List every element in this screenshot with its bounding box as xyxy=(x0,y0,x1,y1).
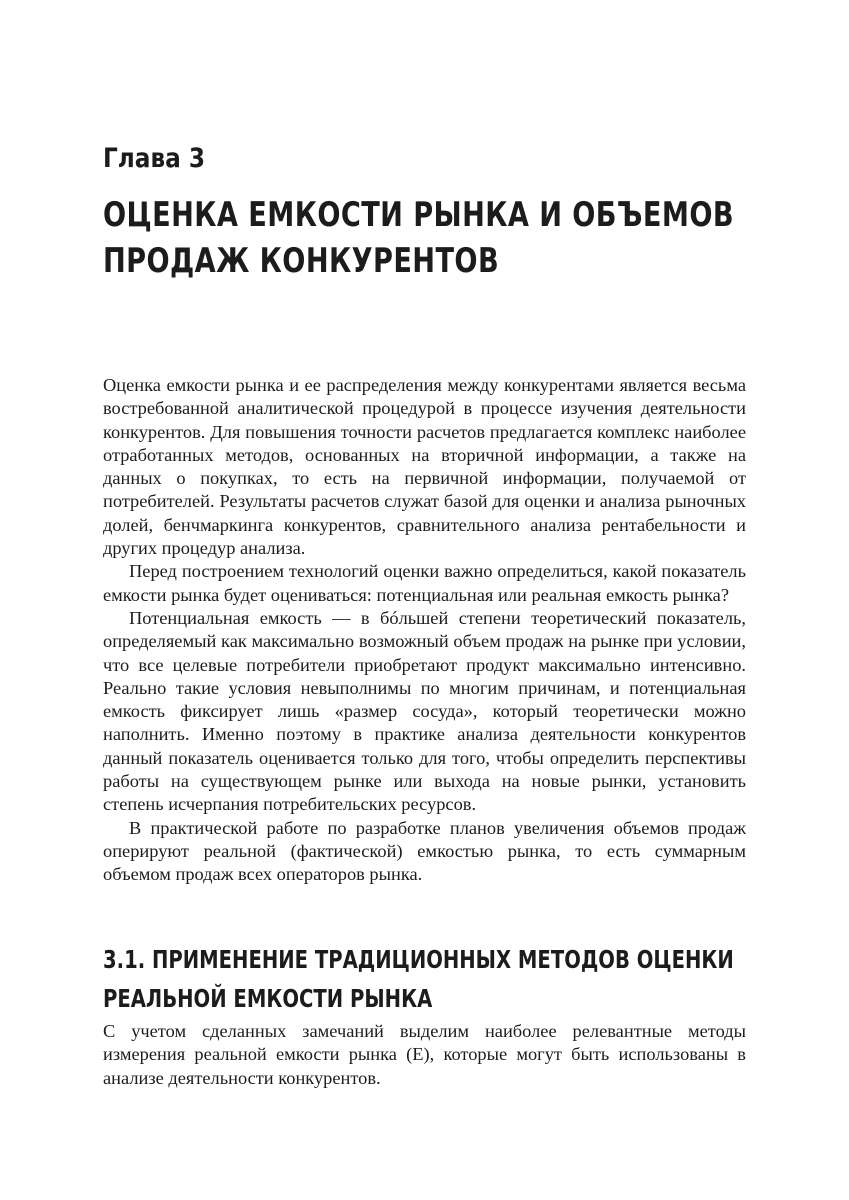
section-heading xyxy=(103,940,734,1018)
paragraph-4: В практической работе по разработке планов увеличения объемов продаж оперируют реальной (фактической) емкостью рынка, то есть суммарным объемом продаж всех операторов рынка. xyxy=(103,817,746,885)
section-heading-line-1: 3.1. ПРИМЕНЕНИЕ ТРАДИЦИОННЫХ МЕТОДОВ ОЦЕНКИ xyxy=(103,945,734,974)
paragraph-2: Перед построением технологий оценки важно определиться, какой показатель емкости рынка будет оцениваться: потенциальная или реальная емкость рынка? xyxy=(103,561,746,605)
paragraph-1: Оценка емкости рынка и ее распределения между конкурентами является весьма востребованной аналитической процедурой в процессе изучения деятельности конкурентов. Для повышения точности расчетов предлагается комплекс наиболее отработанных методов, основанных на вторичной информации, а также на данных о покупках, то есть на первичной информации, получаемой от потребителей. Результаты расчетов служат базой для оценки и анализа рыночных долей, бенчмаркинга конкурентов, сравнительного анализа рентабельности и других процедур анализа. xyxy=(103,375,746,559)
chapter-title-line-2: ПРОДАЖ КОНКУРЕНТОВ xyxy=(103,241,500,281)
chapter-label: Глава 3 xyxy=(103,143,206,174)
intro-text xyxy=(103,374,746,887)
section-heading-line-2: РЕАЛЬНОЙ ЕМКОСТИ РЫНКА xyxy=(103,984,433,1013)
chapter-title-line-1: ОЦЕНКА ЕМКОСТИ РЫНКА И ОБЪЕМОВ xyxy=(103,195,734,235)
paragraph-3: Потенциальная емкость — в бóльшей степени теоретический показатель, определяемый как максимально возможный объем продаж на рынке при условии, что все целевые потребители приобретают продукт максимально интенсивно. Реально такие условия невыполнимы по многим причинам, и потенциальная емкость фиксирует лишь «размер сосуда», который теоретически можно наполнить. Именно поэтому в практике анализа деятельности конкурентов данный показатель оценивается только для того, чтобы определить перспективы работы на существующем рынке или выхода на новые рынки, установить степень исчерпания потребительских ресурсов. xyxy=(103,607,746,815)
chapter-title xyxy=(103,192,734,284)
section-text xyxy=(103,1020,746,1090)
section-paragraph: С учетом сделанных замечаний выделим наиболее релевантные методы измерения реальной емкости рынка (E), которые могут быть использованы в анализе деятельности конкурентов. xyxy=(103,1021,746,1088)
